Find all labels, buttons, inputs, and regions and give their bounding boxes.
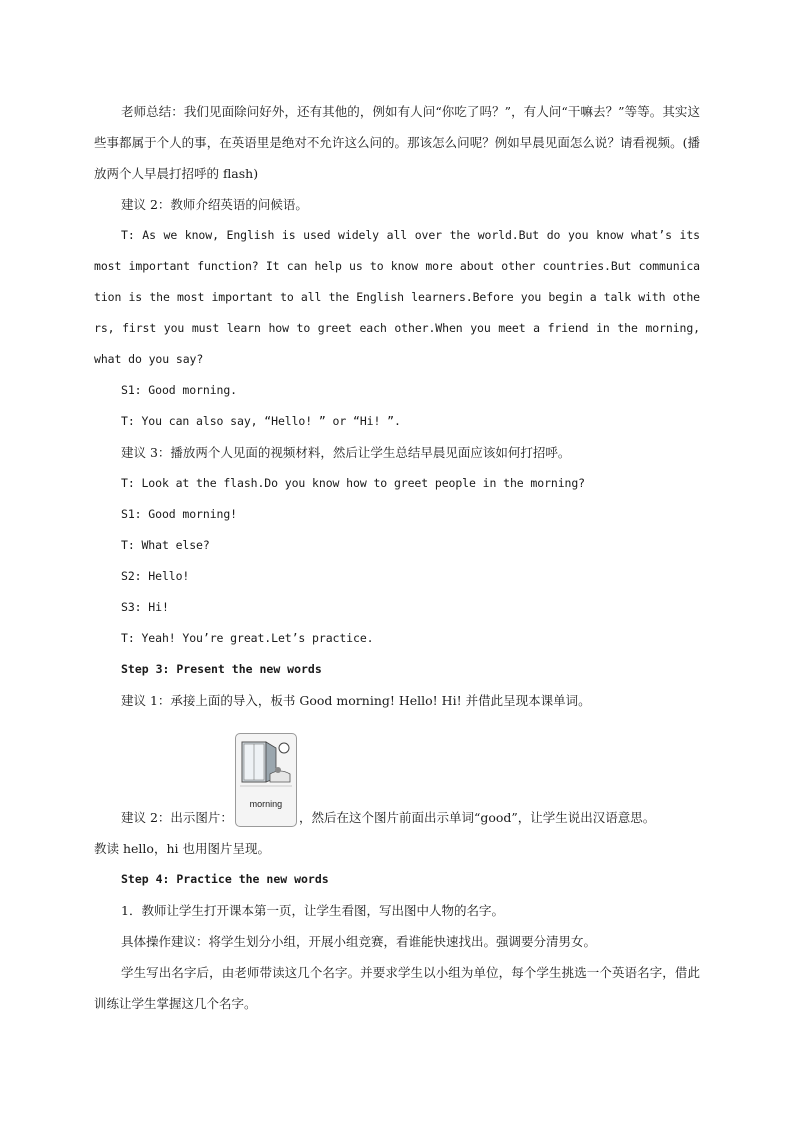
dialogue-line: S3: Hi!	[121, 600, 169, 614]
operation-suggestion-paragraph: 具体操作建议：将学生划分小组，开展小组竞赛，看谁能快速找出。强调要分清男女。	[121, 934, 597, 949]
step-4-heading: Step 4: Practice the new words	[121, 872, 329, 886]
dialogue-line: S1: Good morning!	[121, 507, 238, 521]
suggestion-2-suffix: ，然后在这个图片前面出示单词“good”，让学生说出汉语意思。	[298, 810, 656, 825]
activity-1-paragraph: 1．教师让学生打开课本第一页，让学生看图，写出图中人物的名字。	[121, 903, 504, 918]
teaching-hello-hi-line: 教读 hello，hi 也用图片呈现。	[94, 841, 270, 856]
dialogue-line: T: What else?	[121, 538, 210, 552]
summary-paragraph: 老师总结：我们见面除问好外，还有其他的，例如有人问“你吃了吗？”，有人问“干嘛去？”等等。其实这些事都属于个人的事，在英语里是绝对不允许这么问的。那该怎么问呢？例如早晨见面怎么说？请看视频。(播放两个人早晨打招呼的 flash)	[94, 104, 700, 181]
suggestion-2-heading: 建议 2：教师介绍英语的问候语。	[121, 197, 308, 212]
suggestion-1-paragraph: 建议 1：承接上面的导入，板书 Good morning! Hello! Hi! 并借此呈现本课单词。	[121, 693, 591, 708]
dialogue-line: S1: Good morning.	[121, 383, 238, 397]
dialogue-line: T: Yeah! You’re great.Let’s practice.	[121, 631, 374, 645]
dialogue-line: T: You can also say, “Hello! ” or “Hi! ”.	[121, 414, 401, 428]
document-page	[94, 96, 700, 1019]
suggestion-2-prefix: 建议 2：出示图片：	[121, 810, 233, 825]
morning-picture-card	[235, 733, 297, 827]
teacher-intro-paragraph: T: As we know, English is used widely all over the world.But do you know what’s its most important function? It can help us to know more about other countries.But communication is the most important to all the English learners.Before you begin a talk with others, first you must learn how to greet each other.When you meet a friend in the morning, what do you say?	[94, 228, 700, 366]
suggestion-3-heading: 建议 3：播放两个人见面的视频材料，然后让学生总结早晨见面应该如何打招呼。	[121, 445, 571, 460]
dialogue-line: T: Look at the flash.Do you know how to greet people in the morning?	[121, 476, 586, 490]
step-3-heading: Step 3: Present the new words	[121, 662, 322, 676]
image-suggestion-row	[94, 716, 700, 833]
card-label: morning	[249, 799, 283, 809]
name-practice-paragraph: 学生写出名字后，由老师带读这几个名字。并要求学生以小组为单位，每个学生挑选一个英语名字，借此训练让学生掌握这几个名字。	[94, 965, 700, 1011]
dialogue-line: S2: Hello!	[121, 569, 190, 583]
